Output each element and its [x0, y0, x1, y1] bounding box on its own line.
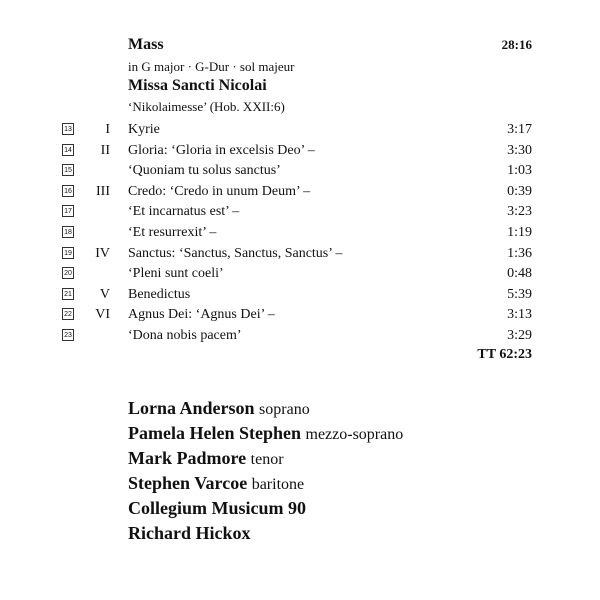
track-row — [0, 120, 600, 141]
track-row — [0, 182, 600, 203]
track-number-box: 13 — [62, 123, 74, 135]
track-title: ‘Et resurrexit’ – — [128, 224, 217, 240]
track-number-box: 14 — [62, 144, 74, 156]
track-row — [0, 264, 600, 285]
artist-name: Collegium Musicum 90 — [128, 498, 306, 518]
track-list — [0, 120, 600, 347]
artist-row — [128, 521, 403, 546]
track-title: Gloria: ‘Gloria in excelsis Deo’ – — [128, 142, 315, 158]
track-row — [0, 223, 600, 244]
artist-role: mezzo-soprano — [305, 426, 404, 443]
track-number-box: 22 — [62, 308, 74, 320]
work-title: Missa Sancti Nicolai — [128, 77, 267, 94]
track-title: Kyrie — [128, 122, 160, 137]
track-title: Sanctus: ‘Sanctus, Sanctus, Sanctus’ – — [128, 245, 343, 261]
movement-number: III — [96, 183, 110, 199]
track-number-box: 15 — [62, 164, 74, 176]
track-title: ‘Pleni sunt coeli’ — [128, 266, 224, 282]
track-row — [0, 202, 600, 223]
track-duration: 3:23 — [507, 204, 532, 220]
artist-row — [128, 446, 403, 471]
track-duration: 3:17 — [507, 122, 532, 137]
artist-role: soprano — [259, 401, 310, 418]
movement-number: VI — [95, 307, 110, 323]
track-title: Agnus Dei: ‘Agnus Dei’ – — [128, 307, 275, 323]
track-number-box: 21 — [62, 288, 74, 300]
artist-row — [128, 396, 403, 421]
track-title: ‘Quoniam tu solus sanctus’ — [128, 163, 281, 179]
track-title: ‘Et incarnatus est’ – — [128, 204, 240, 220]
work-total-duration: 28:16 — [501, 37, 532, 52]
track-duration: 5:39 — [507, 286, 532, 302]
track-duration: 1:19 — [507, 224, 532, 240]
track-row — [0, 326, 600, 347]
movement-number: V — [99, 286, 110, 302]
work-header — [128, 36, 532, 54]
total-time: TT 62:23 — [477, 347, 532, 362]
movement-number: IV — [95, 245, 110, 261]
movement-number: II — [100, 142, 110, 158]
track-duration: 0:48 — [507, 266, 532, 282]
track-title: Credo: ‘Credo in unum Deum’ – — [128, 183, 311, 199]
track-row — [0, 305, 600, 326]
track-duration: 0:39 — [507, 183, 532, 199]
track-duration: 1:03 — [507, 163, 532, 179]
track-row — [0, 285, 600, 306]
track-row — [0, 161, 600, 182]
artist-name: Lorna Anderson — [128, 398, 255, 418]
artist-role: tenor — [250, 451, 284, 468]
track-number-box: 19 — [62, 247, 74, 259]
artist-name: Pamela Helen Stephen — [128, 423, 301, 443]
artist-role: baritone — [251, 476, 305, 493]
artist-row — [128, 471, 403, 496]
track-title: ‘Dona nobis pacem’ — [128, 327, 242, 343]
track-duration: 3:13 — [507, 307, 532, 323]
artist-row — [128, 496, 403, 521]
track-number-box: 17 — [62, 205, 74, 217]
work-genre-title: Mass — [128, 36, 164, 53]
artist-name: Mark Padmore — [128, 448, 247, 468]
track-title: Benedictus — [128, 286, 191, 302]
track-duration: 1:36 — [507, 245, 532, 261]
artist-row — [128, 421, 403, 446]
track-number-box: 20 — [62, 267, 74, 279]
artist-name: Richard Hickox — [128, 523, 251, 543]
work-subtitle: ‘Nikolaimesse’ (Hob. XXII:6) — [128, 99, 285, 114]
artist-name: Stephen Varcoe — [128, 473, 248, 493]
track-duration: 3:29 — [507, 327, 532, 343]
track-row — [0, 141, 600, 162]
key-line: in G major · G-Dur · sol majeur — [128, 59, 295, 74]
track-row — [0, 244, 600, 265]
track-number-box: 18 — [62, 226, 74, 238]
artist-list — [128, 396, 403, 546]
track-number-box: 23 — [62, 329, 74, 341]
track-number-box: 16 — [62, 185, 74, 197]
track-duration: 3:30 — [507, 142, 532, 158]
movement-number: I — [105, 122, 110, 137]
